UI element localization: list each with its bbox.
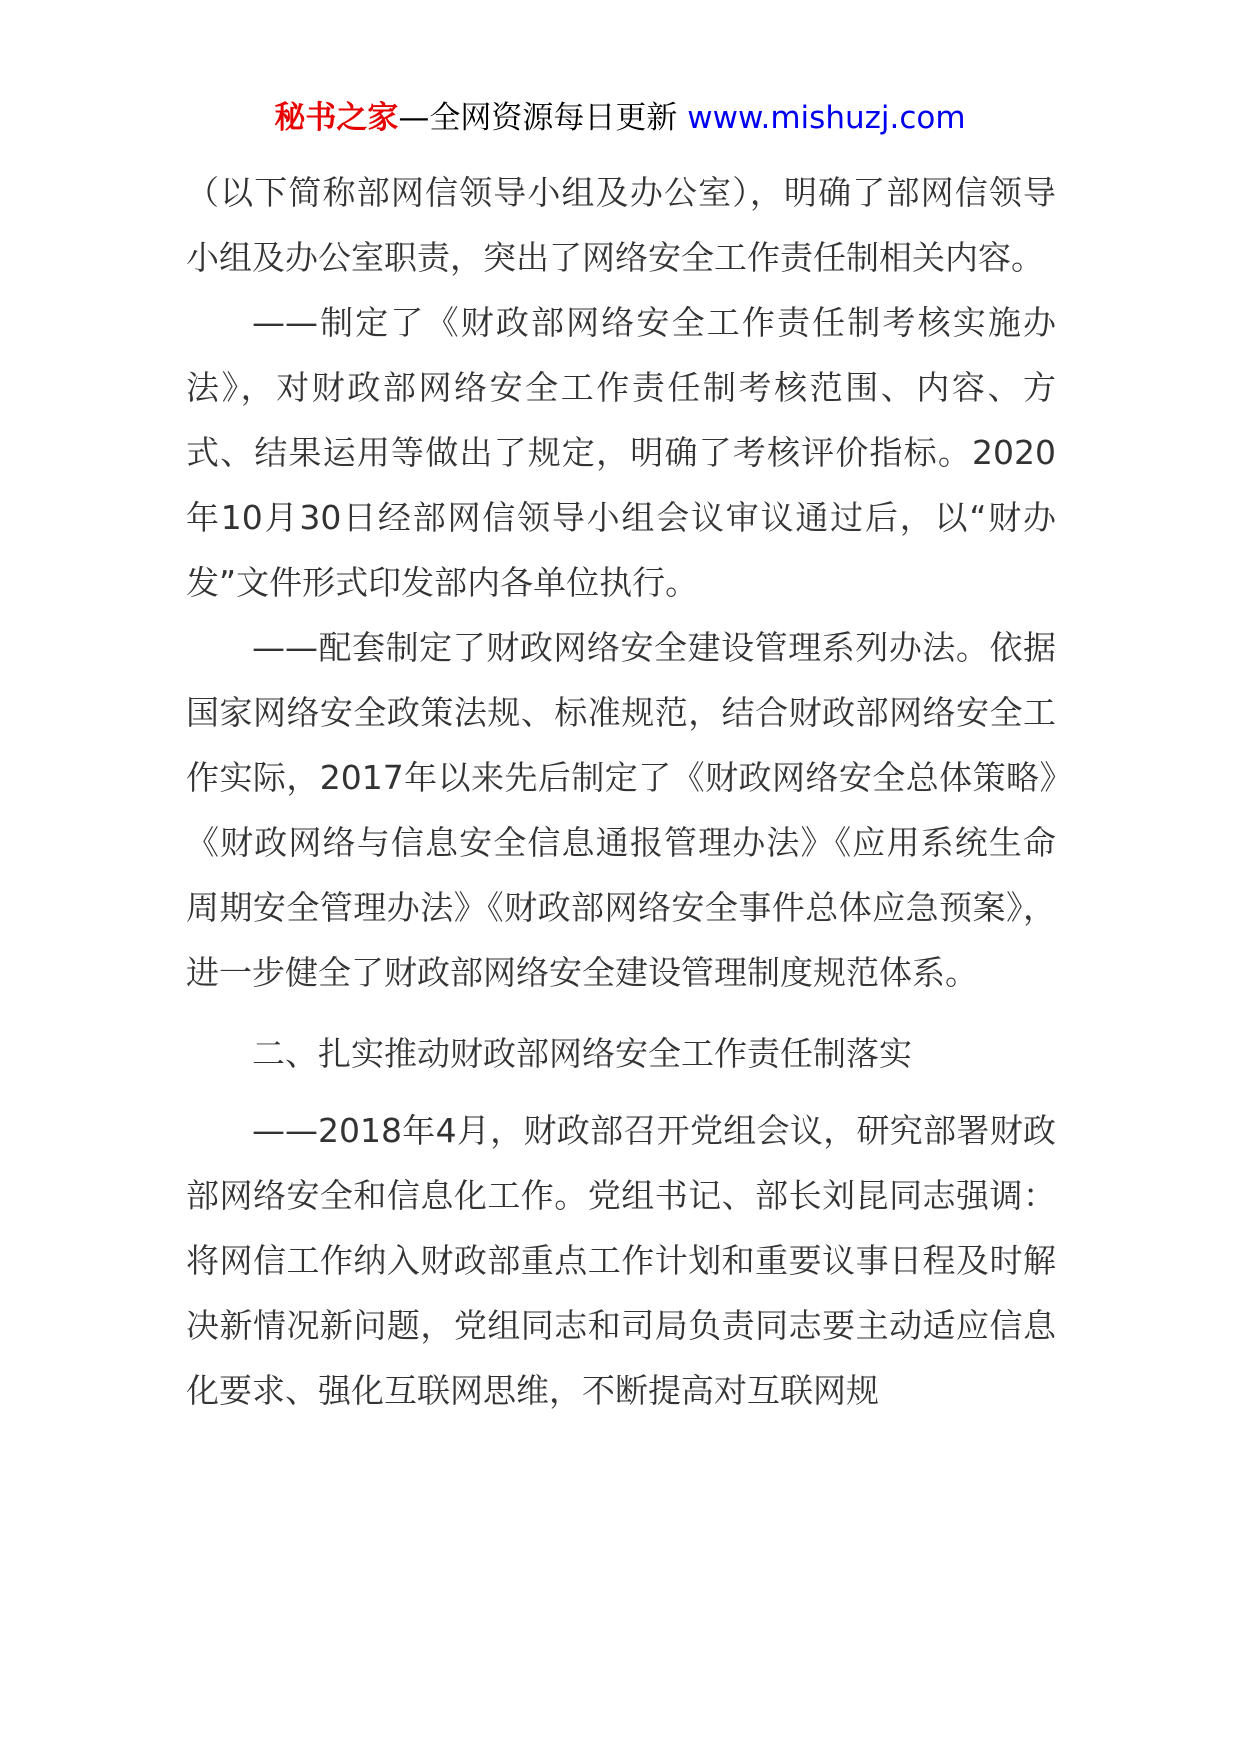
paragraph: ——2018年4月，财政部召开党组会议，研究部署财政部网络安全和信息化工作。党组书记、部长刘昆同志强调：将网信工作纳入财政部重点工作计划和重要议事日程及时解决新情况新问题，党组同志和司局负责同志要主动适应信息化要求、强化互联网思维，不断提高对互联网规 <box>186 1111 1056 1410</box>
site-header <box>0 98 1240 138</box>
site-url-link[interactable]: www.mishuzj.com <box>687 100 966 136</box>
document-body <box>186 160 1056 1423</box>
paragraph: ——配套制定了财政网络安全建设管理系列办法。依据国家网络安全政策法规、标准规范，结合财政部网络安全工作实际，2017年以来先后制定了《财政网络安全总体策略》《财政网络与信息安全信息通报管理办法》《应用系统生命周期安全管理办法》《财政部网络安全事件总体应急预案》，进一步健全了财政部网络安全建设管理制度规范体系。 <box>186 628 1056 992</box>
section-heading: 二、扎实推动财政部网络安全工作责任制落实 <box>252 1034 912 1073</box>
paragraph: ——制定了《财政部网络安全工作责任制考核实施办法》，对财政部网络安全工作责任制考核范围、内容、方式、结果运用等做出了规定，明确了考核评价指标。2020年10月30日经部网信领导小组会议审议通过后，以“财办发”文件形式印发部内各单位执行。 <box>186 303 1056 602</box>
site-brand: 秘书之家 <box>274 100 399 136</box>
site-tagline: —全网资源每日更新 <box>398 100 678 136</box>
paragraph: （以下简称部网信领导小组及办公室），明确了部网信领导小组及办公室职责，突出了网络安全工作责任制相关内容。 <box>186 173 1056 277</box>
